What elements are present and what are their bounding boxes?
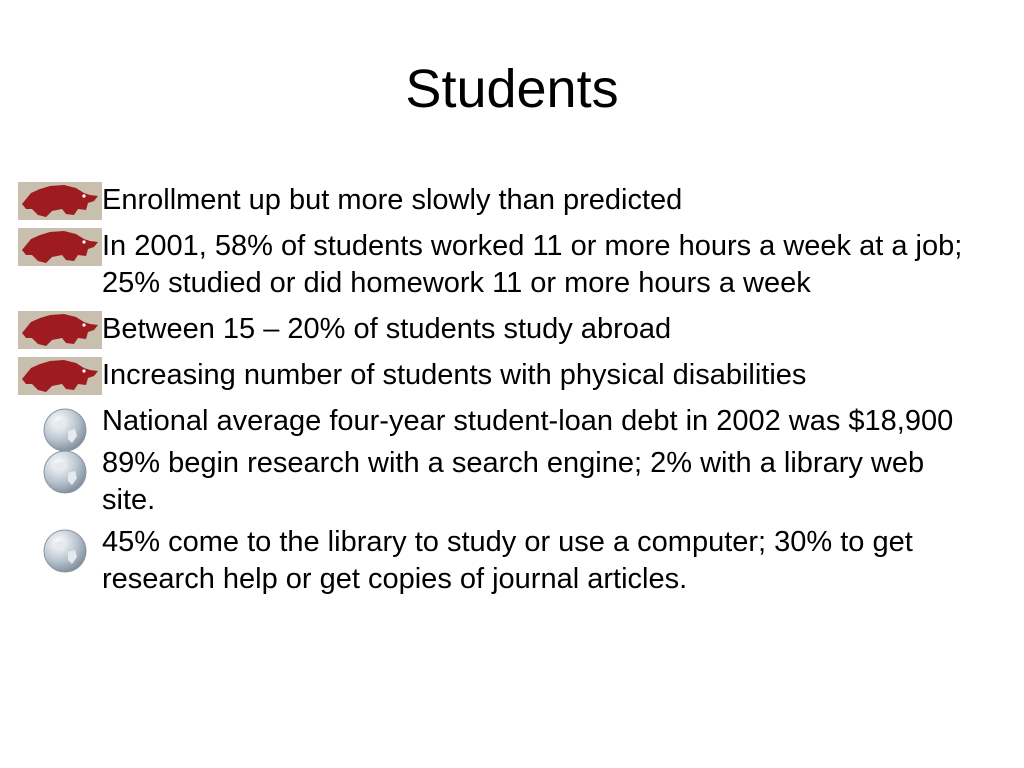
bullet-item xyxy=(18,403,978,440)
bullet-item xyxy=(18,524,978,598)
bullet-item xyxy=(18,182,978,219)
bullet-text: 89% begin research with a search engine; 2% with a library web site. xyxy=(102,447,925,516)
globe-icon xyxy=(42,449,88,495)
razorback-hog-icon xyxy=(18,228,102,266)
bullet-item xyxy=(18,228,978,302)
razorback-hog-icon xyxy=(18,182,102,220)
bullet-list xyxy=(18,182,978,603)
bullet-item xyxy=(18,311,978,348)
bullet-item xyxy=(18,357,978,394)
bullet-text: In 2001, 58% of students worked 11 or more hours a week at a job; 25% studied or did homework 11 or more hours a week xyxy=(102,230,963,299)
globe-icon xyxy=(42,528,88,574)
razorback-hog-icon xyxy=(18,357,102,395)
razorback-hog-icon xyxy=(18,311,102,349)
bullet-text: Increasing number of students with physical disabilities xyxy=(102,359,807,391)
bullet-text: Enrollment up but more slowly than predicted xyxy=(102,184,683,216)
bullet-text: National average four-year student-loan debt in 2002 was $18,900 xyxy=(102,405,954,437)
bullet-text: Between 15 – 20% of students study abroad xyxy=(102,313,672,345)
slide-title: Students xyxy=(405,59,619,119)
bullet-text: 45% come to the library to study or use a computer; 30% to get research help or get copies of journal articles. xyxy=(102,526,913,595)
bullet-item xyxy=(18,445,978,519)
